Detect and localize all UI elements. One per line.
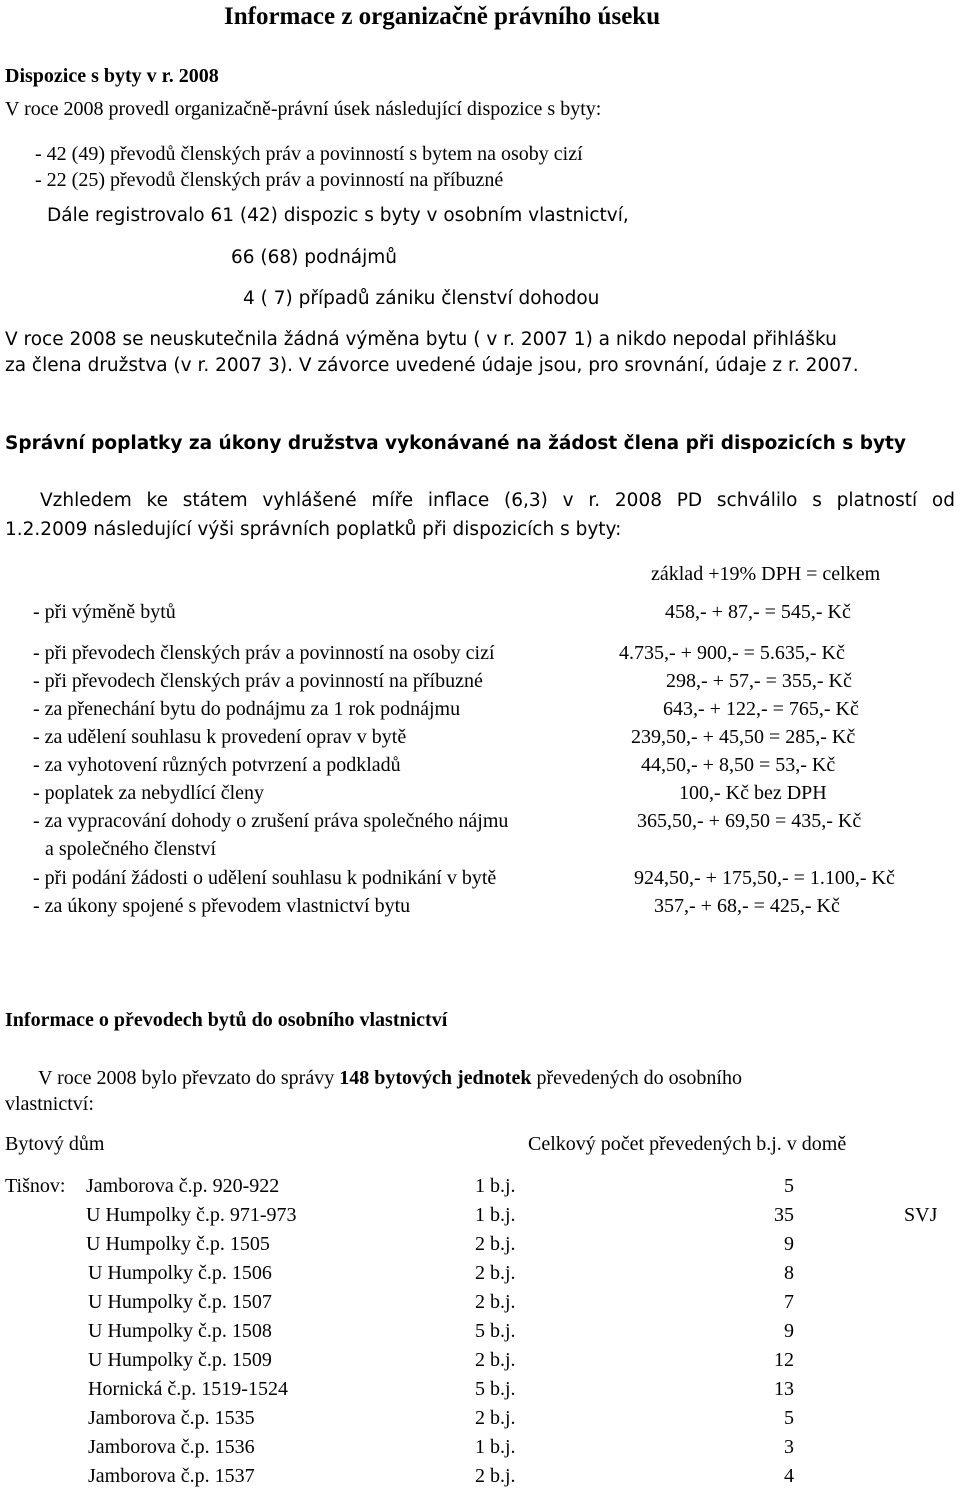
fees-heading: Správní poplatky za úkony družstva vykonávané na žádost člena při dispozicích s byty: [5, 433, 906, 454]
table-cell-building: Jamborova č.p. 1536: [88, 1436, 255, 1458]
transfers-intro: V roce 2008 bylo převzato do správy 148 bytových jednotek převedených do osobního: [38, 1067, 742, 1089]
table-cell-building: Hornická č.p. 1519-1524: [88, 1378, 288, 1400]
fee-amount: 458,- + 87,- = 545,- Kč: [665, 601, 851, 623]
table-cell-total: 4: [784, 1465, 794, 1487]
table-cell-total: 12: [774, 1349, 794, 1371]
dispozice-note: za člena družstva (v r. 2007 3). V závorce uvedené údaje jsou, pro srovnání, údaje z r. 2007.: [5, 355, 859, 376]
table-cell-units: 2 b.j.: [475, 1407, 516, 1429]
table-cell-note: SVJ: [904, 1204, 938, 1226]
fee-label: - poplatek za nebydlící členy: [33, 782, 265, 804]
dispozice-item: - 22 (25) převodů členských práv a povinností na příbuzné: [35, 169, 504, 191]
fee-amount: 924,50,- + 175,50,- = 1.100,- Kč: [634, 867, 895, 889]
fee-label: - za přenechání bytu do podnájmu za 1 rok podnájmu: [33, 698, 461, 720]
town-label: Tišnov:: [5, 1175, 66, 1197]
dispozice-intro: V roce 2008 provedl organizačně-právní úsek následující dispozice s byty:: [5, 98, 602, 120]
fee-amount: 44,50,- + 8,50 = 53,- Kč: [641, 754, 836, 776]
transfers-intro: vlastnictví:: [5, 1093, 94, 1115]
dispozice-note: V roce 2008 se neuskutečnila žádná výměna bytu ( v r. 2007 1) a nikdo nepodal přihlášku: [5, 329, 837, 350]
table-cell-building: U Humpolky č.p. 1505: [86, 1233, 270, 1255]
dispozice-sublets: 66 (68) podnájmů: [231, 247, 398, 268]
page-title: Informace z organizačně právního úseku: [224, 3, 661, 30]
fee-label: a společného členství: [45, 838, 217, 860]
table-cell-units: 2 b.j.: [475, 1291, 516, 1313]
table-cell-total: 9: [784, 1320, 794, 1342]
fee-amount: 357,- + 68,- = 425,- Kč: [654, 895, 840, 917]
table-cell-units: 1 b.j.: [475, 1436, 516, 1458]
fee-label: - při převodech členských práv a povinností na osoby cizí: [33, 642, 495, 664]
dispozice-heading: Dispozice s byty v r. 2008: [5, 65, 219, 87]
fee-label: - za úkony spojené s převodem vlastnictví bytu: [33, 895, 411, 917]
table-cell-building: U Humpolky č.p. 971-973: [86, 1204, 297, 1226]
table-cell-total: 7: [784, 1291, 794, 1313]
column-header-total: Celkový počet převedených b.j. v domě: [528, 1133, 847, 1155]
table-cell-building: U Humpolky č.p. 1508: [88, 1320, 272, 1342]
fee-label: - za vypracování dohody o zrušení práva společného nájmu: [33, 810, 509, 832]
dispozice-item: - 42 (49) převodů členských práv a povinností s bytem na osoby cizí: [35, 143, 583, 165]
table-cell-building: U Humpolky č.p. 1507: [88, 1291, 272, 1313]
table-cell-total: 35: [774, 1204, 794, 1226]
fee-label: - za vyhotovení různých potvrzení a podkladů: [33, 754, 401, 776]
table-cell-units: 5 b.j.: [475, 1320, 516, 1342]
table-cell-building: Jamborova č.p. 1535: [88, 1407, 255, 1429]
column-header-building: Bytový dům: [5, 1133, 105, 1155]
fee-amount: 365,50,- + 69,50 = 435,- Kč: [637, 810, 862, 832]
table-cell-building: Jamborova č.p. 1537: [88, 1465, 255, 1487]
fee-amount: 4.735,- + 900,- = 5.635,- Kč: [619, 642, 845, 664]
dispozice-terminations: 4 ( 7) případů zániku členství dohodou: [243, 288, 600, 309]
table-cell-building: U Humpolky č.p. 1509: [88, 1349, 272, 1371]
table-cell-total: 5: [784, 1407, 794, 1429]
fees-columns-header: základ +19% DPH = celkem: [651, 563, 881, 585]
fee-label: - při výměně bytů: [33, 601, 176, 623]
table-cell-building: U Humpolky č.p. 1506: [88, 1262, 272, 1284]
fee-label: - při převodech členských práv a povinností na příbuzné: [33, 670, 483, 692]
fee-amount: 643,- + 122,- = 765,- Kč: [663, 698, 859, 720]
table-cell-units: 5 b.j.: [475, 1378, 516, 1400]
fee-label: - za udělení souhlasu k provedení oprav v bytě: [33, 726, 407, 748]
fee-amount: 239,50,- + 45,50 = 285,- Kč: [631, 726, 856, 748]
fee-label: - při podání žádosti o udělení souhlasu k podnikání v bytě: [33, 867, 497, 889]
fees-intro: Vzhledem ke státem vyhlášené míře inflace (6,3) v r. 2008 PD schválilo s platností od: [40, 490, 955, 511]
table-cell-units: 1 b.j.: [475, 1175, 516, 1197]
transfers-heading: Informace o převodech bytů do osobního vlastnictví: [5, 1009, 448, 1031]
table-cell-units: 2 b.j.: [475, 1349, 516, 1371]
dispozice-registered: Dále registrovalo 61 (42) dispozic s byty v osobním vlastnictví,: [47, 205, 629, 226]
table-cell-units: 2 b.j.: [475, 1233, 516, 1255]
table-cell-total: 5: [784, 1175, 794, 1197]
table-cell-units: 2 b.j.: [475, 1262, 516, 1284]
table-cell-units: 2 b.j.: [475, 1465, 516, 1487]
table-cell-total: 8: [784, 1262, 794, 1284]
table-cell-building: Jamborova č.p. 920-922: [86, 1175, 280, 1197]
table-cell-units: 1 b.j.: [475, 1204, 516, 1226]
fee-amount: 100,- Kč bez DPH: [679, 782, 827, 804]
fee-amount: 298,- + 57,- = 355,- Kč: [666, 670, 852, 692]
fees-intro: 1.2.2009 následující výši správních poplatků při dispozicích s byty:: [5, 519, 622, 540]
table-cell-total: 13: [774, 1378, 794, 1400]
table-cell-total: 3: [784, 1436, 794, 1458]
table-cell-total: 9: [784, 1233, 794, 1255]
